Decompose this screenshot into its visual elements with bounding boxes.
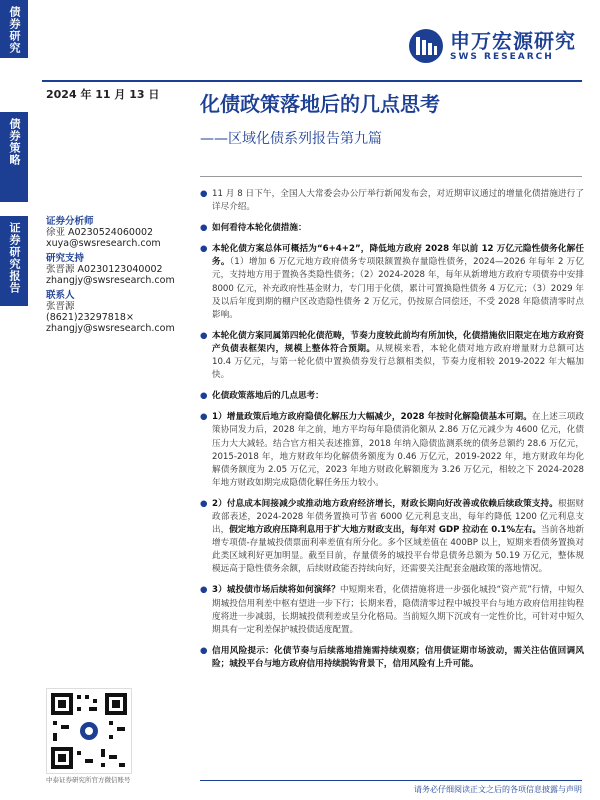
sidebar-label-middle: 债券策略 <box>8 118 21 166</box>
paragraph-scope: ● 本轮化债方案同属第四轮化债范畴，节奏力度较此前均有所加快，化债措施依旧限定在地方政府资产负债表框架内，规模上整体符合预期。从规模来看，本轮化债对地方政府增量财力总额可达 10.4 万亿元，与第一轮化债中置换债券发行总额相类似，节奏力度相较 2019-2022 年大幅加快。 <box>200 330 584 382</box>
analyst-label: 证券分析师 <box>46 216 94 227</box>
paragraph-point-3: ● 3）城投债市场后续将如何演绎？中短期来看，化债措施将进一步强化城投“资产荒”行情，中短久期城投信用利差中枢有望进一步下行；长期来看，隐债清零过程中城投平台与地方政府信用挂钩程度将进一步减弱，长期城投债利差或呈分化格局。当前短久期下沉或有一定性价比，可针对中短久期具有一定利差保护城投债适度配置。 <box>200 584 584 636</box>
qr-caption: 中泰证券研究所官方微信账号 <box>46 776 131 784</box>
bullet-icon: ● <box>200 391 208 402</box>
sidebar-section-top <box>0 0 28 58</box>
contact-label: 联系人 <box>46 290 75 301</box>
paragraph-plan: ● 本轮化债方案总体可概括为“6+4+2”，降低地方政府 2028 年以前 12 万亿元隐性债务化解任务。（1）增加 6 万亿元地方政府债务专项限额置换存量隐性债务，2024—2026 年每年 2 万亿元，支持地方用于置换各类隐性债务；（2）2024-2028 年，每年从新增地方政府专项债券中安排 8000 亿元，补充政府性基金财力，专门用于化债，累计可置换隐性债务 4 万亿元；（3）2029 年及以后年度到期的棚户区改造隐性债务 2 万亿元，仍按原合同偿还，不受 2028 年隐债清零时点影响。 <box>200 243 584 322</box>
paragraph-point-1: ● 1）增量政策后地方政府隐债化解压力大幅减少，2028 年按时化解隐债基本可期。在上述三项政策协同发力后，2028 年之前，地方平均每年隐债消化额从 2.86 万亿元减少为 4600 亿元，化债压力大大减轻。结合官方相关表述推算，2018 年纳入隐债监测系统的债务总额约 28.6 万亿元，2015-2018 年，地方财政年均化解债务额度为 0.46 万亿元，2019-2022 年，地方财政年均化解债务额度为 2.05 万亿元，2023 年地方财政化解额度为 3.26 万亿元，相较之下 2024-2028 年地方财政如期完成隐债化解任务压力较小。 <box>200 411 584 490</box>
sidebar-section-bottom <box>0 216 28 306</box>
footer-disclaimer: 请务必仔细阅读正文之后的各项信息披露与声明 <box>414 785 582 794</box>
bullet-icon: ● <box>200 189 208 199</box>
qr-code[interactable] <box>46 688 132 774</box>
bullet-icon: ● <box>200 645 208 656</box>
paragraph-risk: ● 信用风险提示：化债节奏与后续落地措施需持续观察；信用债证期市场波动，需关注估值回调风险；城投平台与地方政府信用持续脱钩背景下，信用风险有上升可能。 <box>200 645 584 671</box>
support-label: 研究支持 <box>46 253 85 264</box>
logo-mark-icon <box>408 28 444 64</box>
contact-phone: (8621)23297818× <box>46 312 134 323</box>
report-date: 2024 年 11 月 13 日 <box>46 88 160 101</box>
title-separator <box>200 176 582 177</box>
support-line: 张晋源 A0230123040002 <box>46 264 163 275</box>
report-subtitle: ——区域化债系列报告第九篇 <box>200 131 382 147</box>
paragraph-point-2: ● 2）付息成本间接减少或推动地方政府经济增长，财政长期向好改善或依赖后续政策支持。根据财政部表述，2024-2028 年债务置换可节省 6000 亿元利息支出，每年约降低 1200 亿元利息支出，假定地方政府压降利息用于扩大地方财政支出，每年对 GDP 拉动在 0.1%左右。当前各地新增专项债-存量城投债票面利率差值有所分化。多个区域差值在 400BP 以上，短期来看债务置换对此类区域利好更加明显。截至目前，存量债务的城投平台带息债务总额为 50.19 万亿元，整体规模远高于隐性债务余额，后续财政能否持续向好，还需要关注配套金融政策的落地情况。 <box>200 498 584 577</box>
logo-text-en: SWS RESEARCH <box>450 52 554 62</box>
bullet-icon: ● <box>200 244 208 255</box>
paragraph-heading-1: ● 如何看待本轮化债措施： <box>200 222 584 235</box>
paragraph-heading-2: ● 化债政策落地后的几点思考： <box>200 390 584 403</box>
analyst-email[interactable]: xuya@swsresearch.com <box>46 238 161 249</box>
left-sidebar <box>0 0 28 800</box>
contact-name: 张晋源 <box>46 301 75 312</box>
bullet-icon: ● <box>200 330 208 341</box>
sidebar-label-top: 债券研究 <box>8 6 21 54</box>
sidebar-section-middle <box>0 112 28 202</box>
footer-rule <box>200 780 582 781</box>
company-logo <box>408 28 576 64</box>
report-body <box>200 188 584 679</box>
bullet-icon: ● <box>200 223 208 234</box>
report-title: 化债政策落地后的几点思考 <box>200 92 440 116</box>
bullet-icon: ● <box>200 412 208 423</box>
support-email[interactable]: zhangjy@swsresearch.com <box>46 275 175 286</box>
paragraph-intro: ● 11 月 8 日下午，全国人大常委会办公厅举行新闻发布会，对近期审议通过的增量化债措施进行了详尽介绍。 <box>200 188 584 214</box>
bullet-icon: ● <box>200 585 208 596</box>
logo-text-cn: 申万宏源研究 <box>450 29 576 53</box>
contact-email[interactable]: zhangjy@swsresearch.com <box>46 323 175 334</box>
contact-panel <box>46 216 186 334</box>
analyst-line: 徐亚 A0230524060002 <box>46 227 154 238</box>
header-rule <box>42 80 582 82</box>
sidebar-label-bottom: 证券研究报告 <box>8 222 21 294</box>
bullet-icon: ● <box>200 498 208 509</box>
